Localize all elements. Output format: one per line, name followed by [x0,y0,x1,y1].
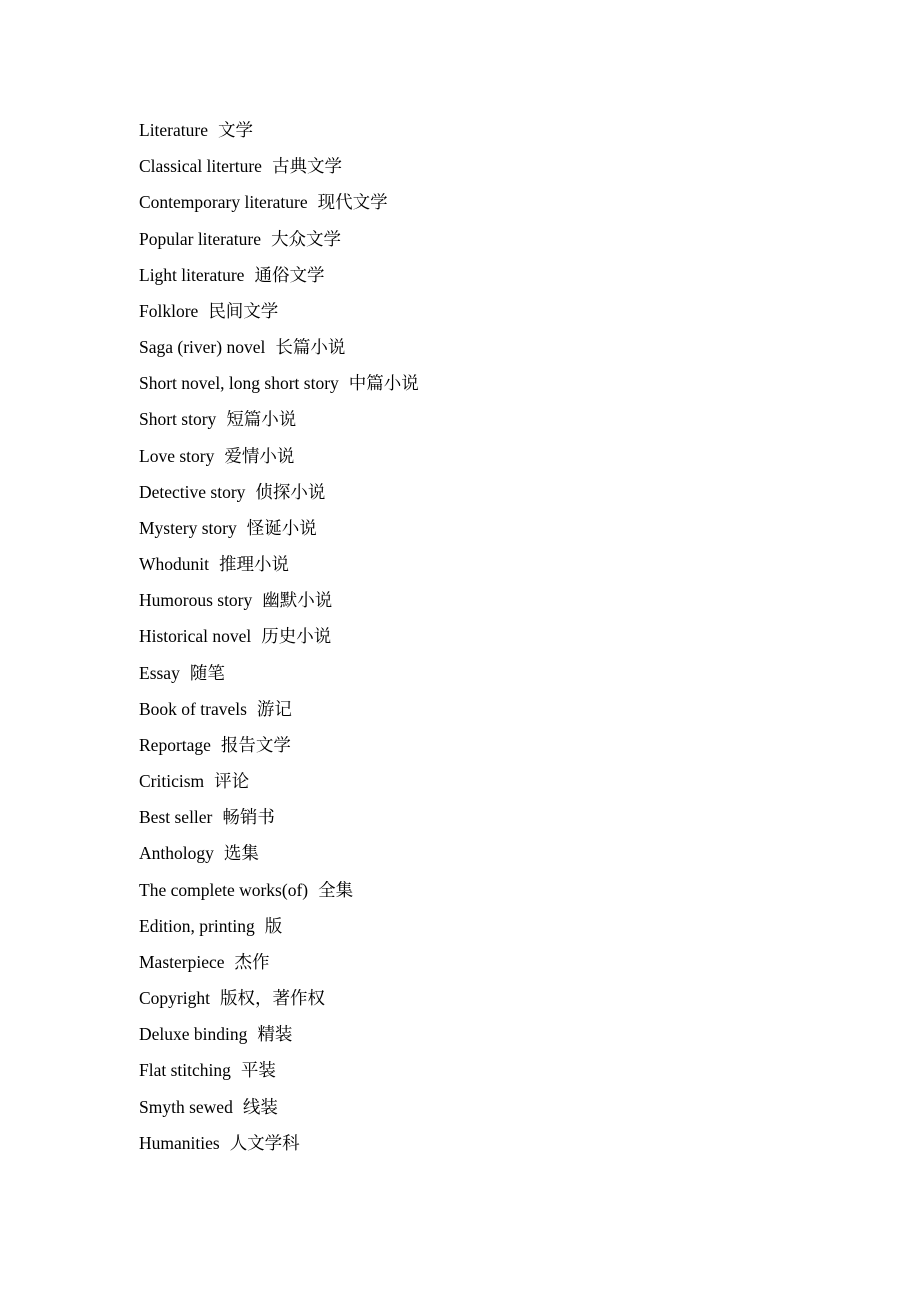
english-term: Mystery story [139,517,237,538]
vocabulary-entry [139,582,419,618]
chinese-translation: 版权，著作权 [219,989,325,1010]
english-term: Whodunit [139,554,209,575]
vocabulary-entry [139,257,419,293]
vocabulary-list [139,112,419,1161]
english-term: Masterpiece [139,951,225,972]
vocabulary-entry [139,365,419,401]
english-term: Popular literature [139,228,261,249]
english-term: Book of travels [139,698,247,719]
chinese-translation: 畅销书 [222,808,275,829]
chinese-translation: 线装 [242,1097,278,1118]
english-term: Reportage [139,734,211,755]
chinese-translation: 随笔 [189,663,225,684]
chinese-translation: 侦探小说 [255,482,326,503]
english-term: Saga (river) novel [139,337,266,358]
chinese-translation: 古典文学 [271,157,342,178]
chinese-translation: 游记 [256,699,292,720]
english-term: Smyth sewed [139,1096,233,1117]
vocabulary-entry [139,184,419,220]
vocabulary-entry [139,691,419,727]
vocabulary-entry [139,293,419,329]
english-term: Humanities [139,1132,220,1153]
vocabulary-entry [139,401,419,437]
chinese-translation: 现代文学 [317,193,388,214]
english-term: Humorous story [139,590,253,611]
english-term: Anthology [139,843,214,864]
chinese-translation: 通俗文学 [254,265,325,286]
vocabulary-entry [139,546,419,582]
english-term: Flat stitching [139,1060,231,1081]
english-term: Classical literture [139,156,262,177]
vocabulary-entry [139,1125,419,1161]
english-term: Historical novel [139,626,252,647]
vocabulary-entry [139,908,419,944]
vocabulary-entry [139,112,419,148]
chinese-translation: 历史小说 [261,627,332,648]
english-term: Contemporary literature [139,192,308,213]
vocabulary-entry [139,980,419,1016]
english-term: Short story [139,409,217,430]
english-term: Folklore [139,300,199,321]
chinese-translation: 报告文学 [220,735,291,756]
vocabulary-entry [139,727,419,763]
english-term: Short novel, long short story [139,373,339,394]
chinese-translation: 幽默小说 [262,591,333,612]
chinese-translation: 推理小说 [219,555,289,576]
chinese-translation: 中篇小说 [348,374,419,395]
english-term: Light literature [139,264,245,285]
vocabulary-entry [139,618,419,654]
chinese-translation: 精装 [257,1025,293,1046]
chinese-translation: 平装 [240,1061,276,1082]
chinese-translation: 杰作 [234,952,270,973]
vocabulary-entry [139,944,419,980]
chinese-translation: 人文学科 [229,1133,300,1154]
vocabulary-entry [139,799,419,835]
chinese-translation: 短篇小说 [226,410,297,431]
english-term: Essay [139,662,180,683]
english-term: Detective story [139,481,246,502]
english-term: Copyright [139,988,210,1009]
chinese-translation: 民间文学 [208,301,279,322]
chinese-translation: 选集 [223,844,259,865]
chinese-translation: 大众文学 [270,229,341,250]
vocabulary-entry [139,1052,419,1088]
vocabulary-entry [139,510,419,546]
english-term: Love story [139,445,215,466]
vocabulary-entry [139,1016,419,1052]
chinese-translation: 评论 [214,772,250,793]
vocabulary-entry [139,1089,419,1125]
english-term: Criticism [139,771,205,792]
chinese-translation: 全集 [318,880,354,901]
vocabulary-entry [139,329,419,365]
english-term: Edition, printing [139,915,255,936]
chinese-translation: 怪诞小说 [246,518,317,539]
vocabulary-entry [139,872,419,908]
chinese-translation: 长篇小说 [275,338,346,359]
vocabulary-entry [139,655,419,691]
chinese-translation: 文学 [217,121,253,141]
vocabulary-entry [139,474,419,510]
chinese-translation: 爱情小说 [224,446,295,467]
vocabulary-entry [139,835,419,871]
vocabulary-entry [139,221,419,257]
english-term: Best seller [139,807,213,828]
english-term: The complete works(of) [139,879,309,900]
english-term: Literature [139,120,208,140]
english-term: Deluxe binding [139,1024,248,1045]
chinese-translation: 版 [264,916,283,937]
vocabulary-entry [139,148,419,184]
vocabulary-entry [139,763,419,799]
vocabulary-entry [139,438,419,474]
